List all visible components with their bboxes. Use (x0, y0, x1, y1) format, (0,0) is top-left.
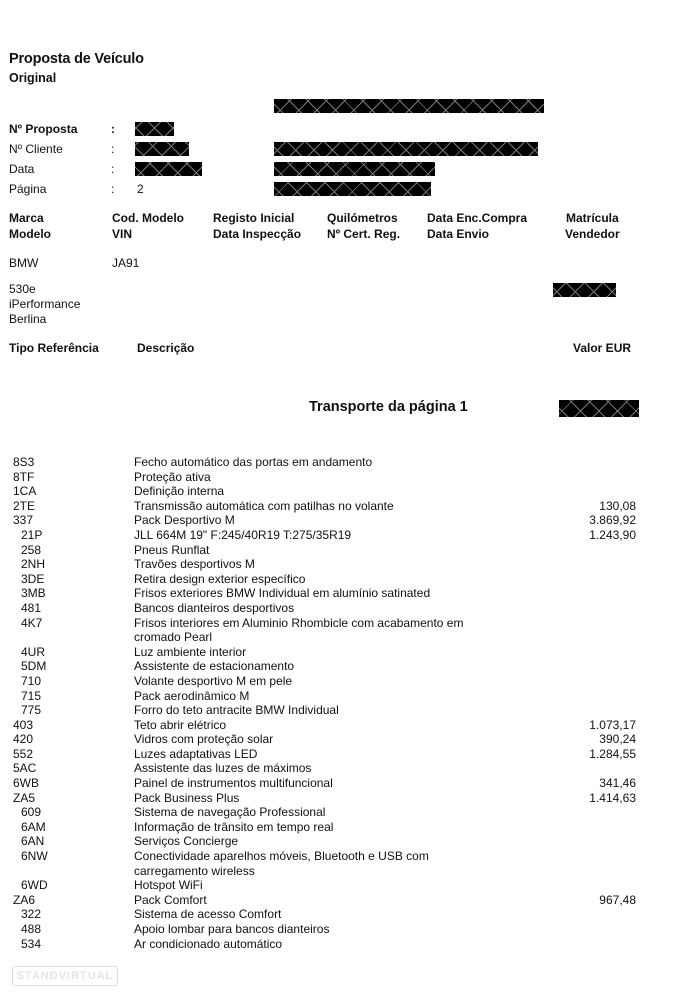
items-header-descricao: Descrição (137, 341, 195, 355)
modelo-line-2: iPerformance (9, 297, 81, 311)
item-price: 967,48 (599, 892, 636, 907)
transport-label: Transporte da página 1 (309, 399, 468, 415)
item-code: 21P (21, 527, 43, 542)
item-description: Sistema de acesso Comfort (134, 907, 282, 922)
item-row (0, 937, 674, 952)
item-description: Volante desportivo M em pele (134, 673, 293, 688)
data-colon: : (111, 162, 115, 176)
redacted-client-number (135, 142, 189, 156)
item-code: 8TF (13, 469, 35, 484)
item-row (0, 732, 674, 747)
item-description: Pneus Runflat (134, 542, 210, 557)
item-code: 6WB (13, 776, 40, 791)
item-price: 130,08 (599, 498, 636, 513)
item-row (0, 907, 674, 922)
item-code: 322 (21, 907, 42, 922)
item-description: Forro do teto antracite BMW Individual (134, 703, 339, 718)
item-description: Pack Desportivo M (134, 513, 235, 528)
redacted-client-name (274, 142, 538, 156)
item-code: 258 (21, 542, 42, 557)
item-row (0, 513, 674, 528)
item-code: 403 (13, 717, 34, 732)
modelo-line-3: Berlina (9, 312, 47, 326)
header-cod-modelo: Cod. Modelo (112, 211, 184, 225)
value-modelo (9, 282, 80, 327)
item-description: Proteção ativa (134, 469, 211, 484)
header-enc-compra-envio (427, 210, 527, 242)
item-price: 1.414,63 (589, 790, 636, 805)
item-code: ZA6 (13, 892, 36, 907)
header-vin: VIN (112, 227, 133, 241)
item-description: Transmissão automática com patilhas no volante (134, 498, 394, 513)
item-row (0, 922, 674, 937)
cliente-colon: : (111, 142, 115, 156)
item-row (0, 703, 674, 718)
document-title: Proposta de Veículo (9, 51, 144, 67)
item-row (0, 543, 674, 558)
item-row (0, 601, 674, 616)
item-row (0, 761, 674, 776)
item-code: 5DM (21, 659, 47, 674)
item-code: 6AN (21, 834, 45, 849)
items-header-valor: Valor EUR (573, 341, 632, 355)
item-code: 6WD (21, 878, 48, 893)
redacted-vendedor (553, 283, 616, 297)
header-data-inspeccao: Data Inspecção (213, 227, 302, 241)
item-description: Frisos interiores em Aluminio Rhombicle com acabamento em cromado Pearl (134, 615, 464, 645)
item-code: 6AM (21, 819, 46, 834)
item-code: 6NW (21, 849, 48, 864)
item-code: 420 (13, 732, 34, 747)
redacted-transport-value (559, 400, 639, 417)
item-row (0, 674, 674, 689)
item-description: Serviços Concierge (134, 834, 239, 849)
item-description: Ar condicionado automático (134, 936, 283, 951)
header-matricula-vendedor (565, 210, 620, 242)
item-code: 488 (21, 922, 42, 936)
item-description: Assistente das luzes de máximos (134, 761, 312, 776)
header-modelo: Modelo (9, 227, 51, 241)
item-row (0, 572, 674, 587)
header-quilometros-cert (327, 210, 400, 242)
pagina-label: Página (9, 182, 47, 196)
redacted-proposta-number (135, 122, 174, 136)
item-description: Informação de trânsito em tempo real (134, 819, 334, 834)
item-row (0, 834, 674, 849)
item-description: Luzes adaptativas LED (134, 746, 258, 761)
item-code: 4UR (21, 644, 46, 659)
pagina-value: 2 (137, 182, 144, 196)
item-row (0, 791, 674, 806)
item-row (0, 689, 674, 704)
item-row (0, 893, 674, 908)
item-code: 481 (21, 600, 42, 615)
item-code: 3MB (21, 586, 46, 601)
document-subtitle: Original (9, 71, 57, 85)
item-code: ZA5 (13, 790, 36, 805)
header-vendedor: Vendedor (565, 227, 620, 241)
item-description: Pack Business Plus (134, 790, 240, 805)
item-row (0, 718, 674, 733)
header-data-enc-compra: Data Enc.Compra (427, 211, 528, 225)
item-price: 390,24 (599, 732, 636, 747)
item-description: Luz ambiente interior (134, 644, 247, 659)
item-description: Pack Comfort (134, 892, 207, 907)
item-row (0, 470, 674, 485)
item-row (0, 455, 674, 470)
item-price: 341,46 (599, 776, 636, 791)
item-description: Definição interna (134, 484, 225, 499)
item-row (0, 747, 674, 762)
item-description: Sistema de navegação Professional (134, 805, 326, 820)
header-quilometros: Quilómetros (327, 211, 398, 225)
item-row (0, 820, 674, 835)
item-code: 552 (13, 746, 34, 761)
item-description: Fecho automático das portas em andamento (134, 455, 373, 469)
data-label: Data (9, 162, 35, 176)
header-matricula: Matrícula (566, 211, 619, 225)
item-price: 3.869,92 (589, 513, 636, 528)
header-marca: Marca (9, 211, 44, 225)
pagina-colon: : (111, 182, 115, 196)
header-registo-inicial: Registo Inicial (213, 211, 295, 225)
item-description: Teto abrir elétrico (134, 717, 227, 732)
value-marca: BMW (9, 256, 39, 270)
proposta-colon: : (111, 122, 115, 136)
redacted-client-city (274, 182, 431, 196)
redacted-address-line (274, 99, 544, 113)
header-cod-modelo-vin (112, 210, 184, 242)
item-code: 8S3 (13, 455, 35, 469)
item-code: 337 (13, 513, 34, 528)
items-list (0, 455, 674, 951)
item-row (0, 805, 674, 820)
item-description: Apoio lombar para bancos dianteiros (134, 922, 330, 936)
item-description: Hotspot WiFi (134, 878, 203, 893)
header-registo-inspeccao (213, 210, 301, 242)
item-description: Pack aerodinâmico M (134, 688, 250, 703)
item-code: 2TE (13, 498, 36, 513)
item-row (0, 616, 674, 645)
item-row (0, 878, 674, 893)
item-row (0, 645, 674, 660)
item-row (0, 586, 674, 601)
item-description: Assistente de estacionamento (134, 659, 295, 674)
modelo-line-1: 530e (9, 282, 36, 296)
cliente-label: Nº Cliente (9, 142, 63, 156)
item-code: 1CA (13, 484, 37, 499)
item-row (0, 776, 674, 791)
item-code: 5AC (13, 761, 37, 776)
redacted-date (135, 162, 202, 176)
item-description: Travões desportivos M (134, 557, 255, 572)
item-price: 1.243,90 (589, 527, 636, 542)
item-code: 4K7 (21, 615, 43, 630)
item-row (0, 499, 674, 514)
item-code: 710 (21, 673, 42, 688)
proposta-label: Nº Proposta (9, 122, 78, 136)
item-code: 3DE (21, 571, 45, 586)
item-description: JLL 664M 19" F:245/40R19 T:275/35R19 (134, 527, 352, 542)
item-price: 1.073,17 (589, 717, 636, 732)
item-code: 775 (21, 703, 42, 718)
item-description: Conectividade aparelhos móveis, Bluetooth e USB com carregamento wireless (134, 849, 429, 878)
item-description: Bancos dianteiros desportivos (134, 600, 295, 615)
item-description: Retira design exterior específico (134, 571, 306, 586)
item-code: 2NH (21, 557, 46, 572)
item-description: Vidros com proteção solar (134, 732, 274, 747)
value-cod-modelo: JA91 (112, 256, 140, 270)
item-row (0, 849, 674, 878)
item-code: 534 (21, 936, 42, 951)
header-data-envio: Data Envio (427, 227, 490, 241)
redacted-client-address (274, 162, 435, 176)
item-price: 1.284,55 (589, 746, 636, 761)
header-cert-reg: Nº Cert. Reg. (327, 227, 401, 241)
item-description: Painel de instrumentos multifuncional (134, 776, 333, 791)
item-description: Frisos exteriores BMW Individual em alumínio satinated (134, 586, 431, 601)
item-row (0, 484, 674, 499)
item-row (0, 557, 674, 572)
item-code: 715 (21, 688, 42, 703)
item-code: 609 (21, 805, 42, 820)
item-row (0, 528, 674, 543)
header-marca-modelo (9, 210, 51, 242)
items-header-tipo-referencia: Tipo Referência (9, 341, 99, 355)
watermark-logo: STANDVIRTUAL (12, 966, 118, 986)
item-row (0, 659, 674, 674)
